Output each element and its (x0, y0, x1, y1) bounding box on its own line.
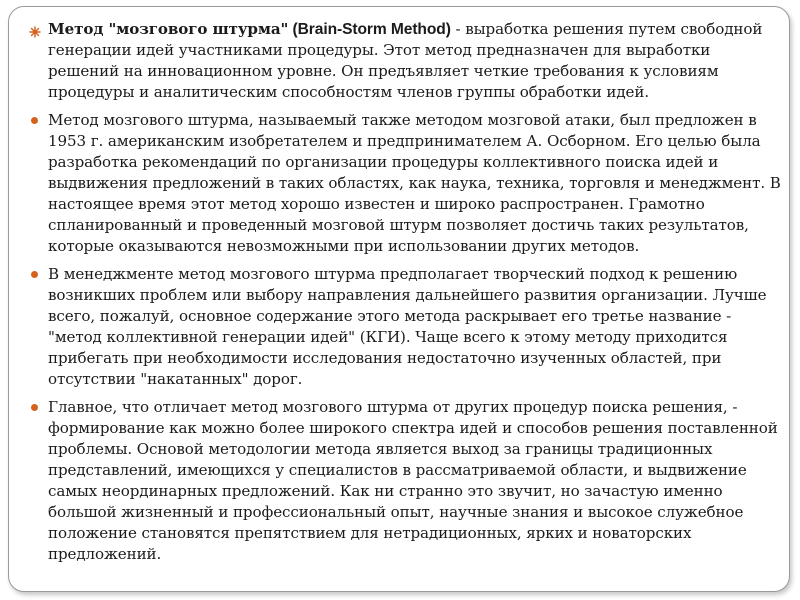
term-title: Метод "мозгового штурма" (48, 20, 289, 38)
term-definition: - выработка решения путем свободной генерации идей участниками процедуры. Этот метод предназначен для выработки решений на инновационном уровне. Он предъявляет четкие требования к условиям процедуры и аналитическим способностям членов группы обработки идей. (48, 20, 763, 101)
term-latin-name: (Brain-Storm Method) (288, 21, 451, 38)
star-bullet-icon (29, 23, 41, 35)
paragraph-text: Метод мозгового штурма, называемый также методом мозговой атаки, был предложен в 1953 г. американским изобретателем и предпринимателем А. Осборном. Его целью была разработка рекомендаций по организации процедуры коллективного поиска идей и выдвижения предложений в таких областях, как наука, техника, торговля и менеджмент. В настоящее время этот метод хорошо известен и широко распространен. Грамотно спланированный и проведенный мозговой штурм позволяет достичь таких результатов, которые оказываются невозможными при использовании других методов. (48, 111, 781, 255)
paragraph-text: В менеджменте метод мозгового штурма предполагает творческий подход к решению возникших проблем или выбору направления дальнейшего развития организации. Лучше всего, пожалуй, основное содержание этого метода раскрывает его третье название - "метод коллективной генерации идей" (КГИ). Чаще всего к этому методу приходится прибегать при необходимости исследования недостаточно изученных областей, при отсутствии "накатанных" дорог. (48, 265, 767, 388)
paragraph-text: Главное, что отличает метод мозгового штурма от других процедур поиска решения, - формирование как можно более широкого спектра идей и способов решения поставленной проблемы. Основой методологии метода является выход за границы традиционных представлений, имеющихся у специалистов в рассматриваемой области, и выдвижение самых неординарных предложений. Как ни странно это звучит, но зачастую именно большой жизненный и профессиональный опыт, научные знания и высокое служебное положение становятся препятствием для нетрадиционных, ярких и новаторских предложений. (48, 398, 778, 563)
slide-content (31, 19, 781, 572)
paragraph-definition (31, 19, 781, 103)
paragraph-history (31, 110, 781, 257)
bullet-icon (31, 117, 38, 124)
bullet-icon (31, 271, 38, 278)
slide-frame (8, 6, 790, 592)
bullet-icon (31, 404, 38, 411)
paragraph-management (31, 264, 781, 390)
paragraph-main-difference (31, 397, 781, 565)
